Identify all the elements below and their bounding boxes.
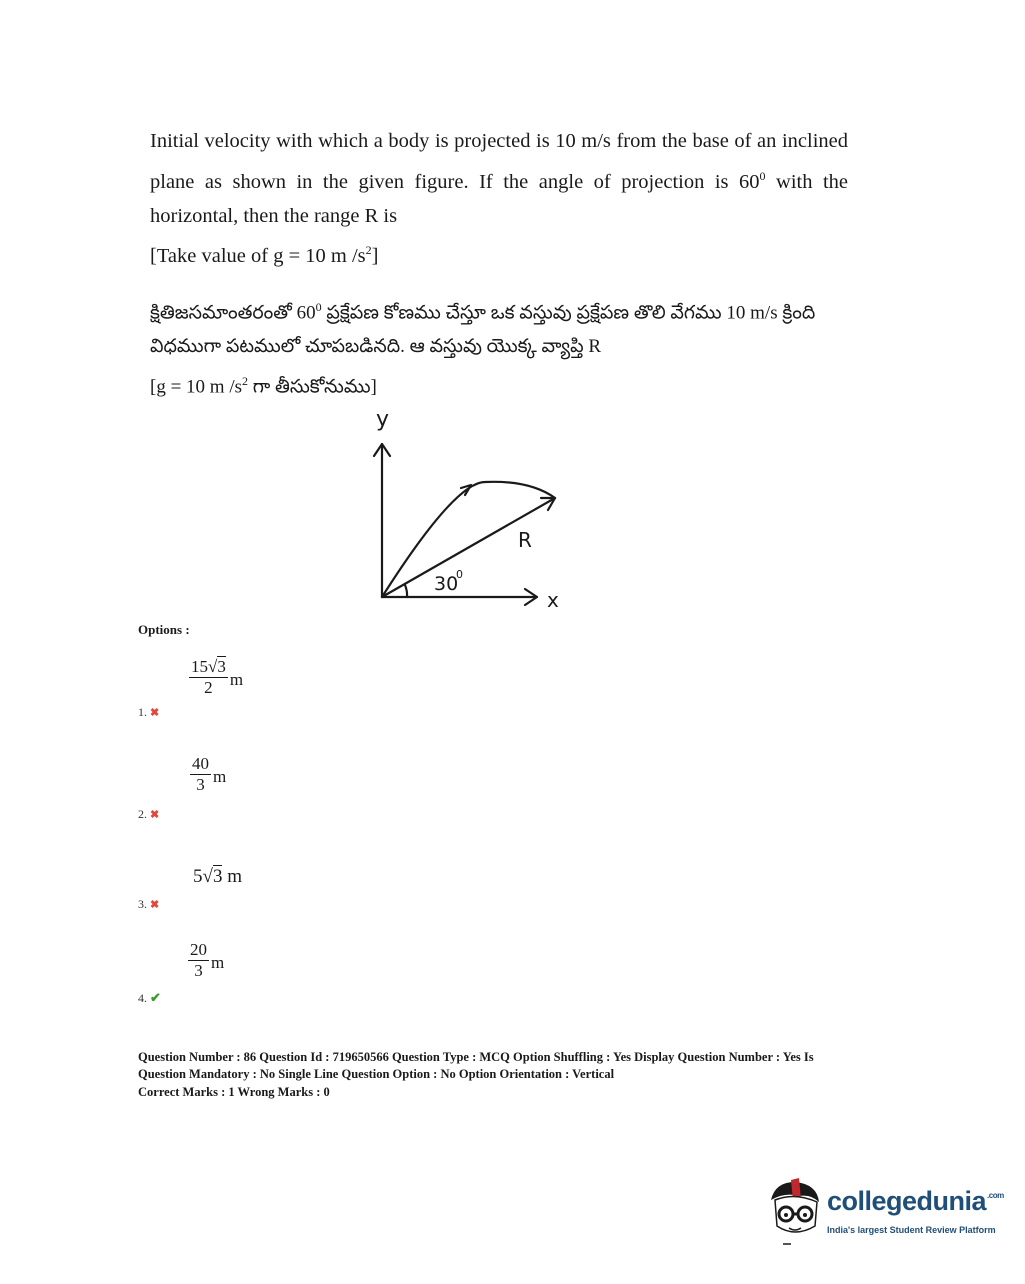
telugu-line-1: క్షితిజసమాంతరంతో $60^0$ ప్రక్షేపణ కోణము చేస్తూ ఒక వస్తువు ప్రక్షేపణ తొలి వేగము 10 m/s క్రింది <box>150 300 816 324</box>
option-1-denominator: 2 <box>204 678 213 697</box>
logo-tagline: India's largest Student Review Platform <box>827 1225 996 1235</box>
option-4-unit: m <box>211 952 225 972</box>
option-2-unit: m <box>213 766 227 786</box>
collegedunia-logo <box>765 1178 1004 1248</box>
cross-icon: ✖ <box>150 899 160 911</box>
y-label: y <box>376 407 390 432</box>
mascot-icon <box>765 1178 825 1248</box>
meta-line-1: Question Number : 86 Question Id : 719650566 Question Type : MCQ Option Shuffling : Yes Display Question Number : Yes Is <box>138 1050 814 1064</box>
option-1-unit: m <box>229 669 244 689</box>
x-label: x <box>547 588 559 612</box>
cross-icon: ✖ <box>150 707 160 719</box>
question-line-3: horizontal, then the range R is <box>150 204 398 227</box>
angle-sup: 0 <box>456 568 463 581</box>
angle-arc <box>405 585 407 597</box>
check-icon: ✔ <box>150 990 161 1005</box>
option-2-denominator: 3 <box>196 775 205 794</box>
option-3-number: 3. ✖ <box>138 897 160 911</box>
question-english <box>150 124 848 274</box>
option-2-value[interactable] <box>190 754 226 795</box>
logo-suffix: .com <box>987 1191 1004 1200</box>
option-3-value[interactable]: 5√3 m <box>193 866 242 887</box>
question-line-1: Initial velocity with which a body is projected is 10 m/s from the base of an inclined <box>150 130 848 152</box>
option-4-denominator: 3 <box>194 961 203 980</box>
option-2-number: 2. ✖ <box>138 807 160 821</box>
logo-name: collegedunia <box>827 1186 987 1216</box>
option-4-value[interactable] <box>188 940 224 981</box>
r-label: R <box>518 528 532 552</box>
telugu-line-2: విధముగా పటములో చూపబడినది. ఆ వస్తువు యొక్క వ్యాప్తి R <box>150 336 602 358</box>
cross-icon: ✖ <box>150 809 160 821</box>
option-4-number: 4. ✔ <box>138 990 161 1005</box>
option-2-numerator: 40 <box>192 754 209 773</box>
option-4-numerator: 20 <box>190 940 207 959</box>
options-label: Options : <box>138 622 190 637</box>
projectile-diagram <box>365 402 575 617</box>
question-line-4: [Take value of g = 10 m $/s^2$] <box>150 243 379 268</box>
question-meta <box>138 1049 883 1101</box>
meta-line-3: Correct Marks : 1 Wrong Marks : 0 <box>138 1085 330 1099</box>
angle-label: 30 <box>434 573 459 595</box>
option-1-value[interactable]: $\frac{15√3}{2}$ m <box>191 657 244 697</box>
meta-line-2: Question Mandatory : No Single Line Question Option : No Option Orientation : Vertical <box>138 1067 615 1081</box>
question-telugu <box>150 290 848 405</box>
question-line-2: plane as shown in the given figure. If the angle of projection is $60^0$ with the <box>150 168 848 193</box>
telugu-line-3: [g = 10 m $/s^2$ గా తీసుకోనుము] <box>150 374 377 398</box>
option-1-number: 1. ✖ <box>138 705 160 719</box>
